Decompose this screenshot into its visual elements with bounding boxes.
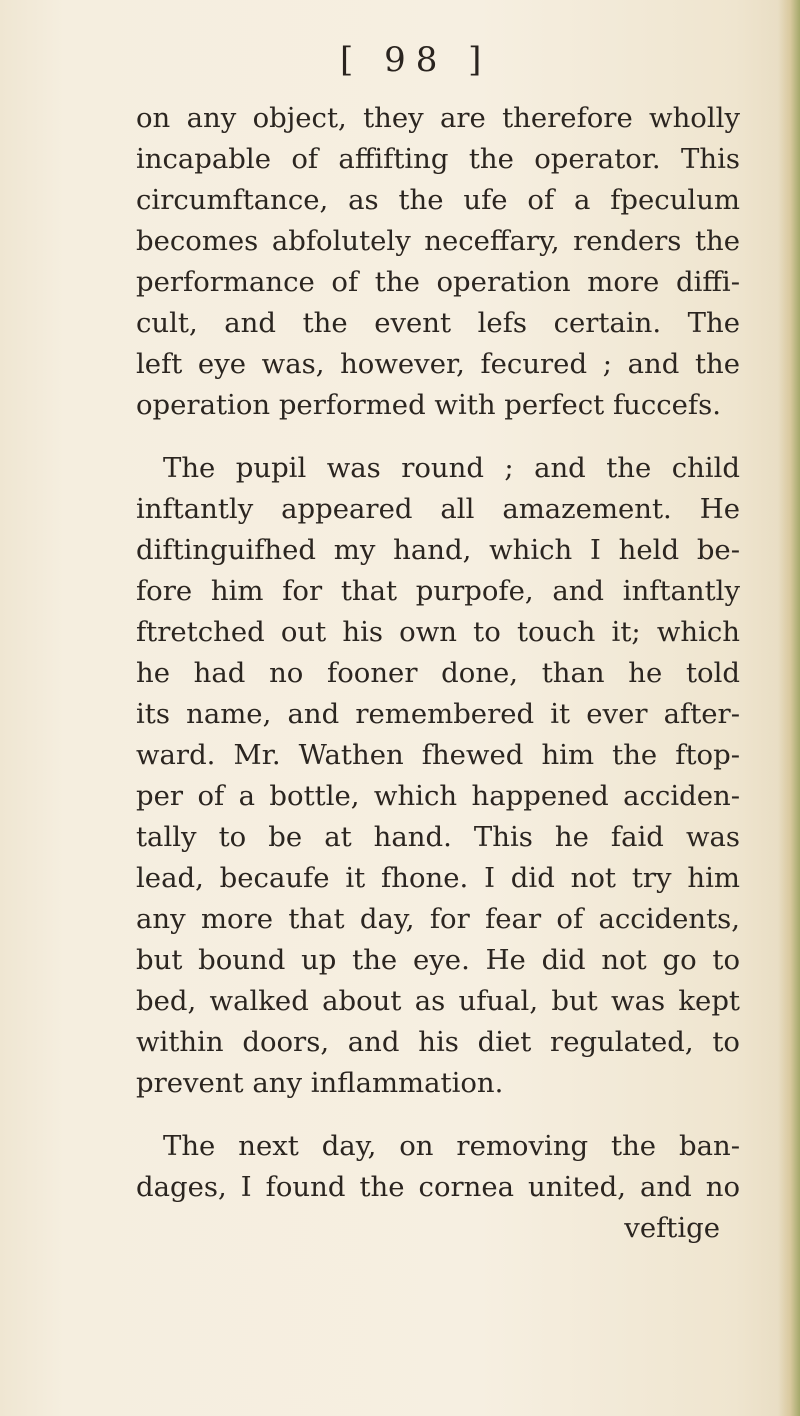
body-text — [136, 98, 740, 1249]
text-line: inftantly appeared all amazement. He — [136, 493, 740, 525]
text-line: incapable of affifting the operator. This — [136, 143, 740, 175]
text-line: its name, and remembered it ever after- — [136, 698, 740, 730]
text-line: on any object, they are therefore wholly — [136, 102, 740, 134]
text-line: becomes abfolutely neceffary, renders the — [136, 225, 740, 257]
text-line: left eye was, however, fecured ; and the — [136, 348, 740, 380]
page-number: [ 98 ] — [340, 40, 492, 80]
text-line: cult, and the event lefs certain. The — [136, 307, 740, 339]
text-line: performance of the operation more diffi- — [136, 266, 740, 298]
text-line: The next day, on removing the ban- — [163, 1130, 740, 1162]
text-line: per of a bottle, which happened acciden- — [136, 780, 740, 812]
text-line: ward. Mr. Wathen fhewed him the ftop- — [136, 739, 740, 771]
paragraph-gap — [136, 1104, 740, 1126]
text-line: diftinguifhed my hand, which I held be- — [136, 534, 740, 566]
text-line: The pupil was round ; and the child — [163, 452, 740, 484]
paragraph-2 — [136, 448, 740, 1104]
text-line: bed, walked about as ufual, but was kept — [136, 985, 740, 1017]
page-edge-shadow — [778, 0, 800, 1416]
text-line: prevent any inflammation. — [136, 1067, 504, 1099]
text-line: within doors, and his diet regulated, to — [136, 1026, 740, 1058]
text-line: tally to be at hand. This he faid was — [136, 821, 740, 853]
text-line: ftretched out his own to touch it; which — [136, 616, 740, 648]
catchword: veftige — [624, 1212, 720, 1244]
text-line: fore him for that purpofe, and inftantly — [136, 575, 740, 607]
text-line: he had no fooner done, than he told — [136, 657, 740, 689]
text-line: lead, becaufe it fhone. I did not try him — [136, 862, 740, 894]
text-line: but bound up the eye. He did not go to — [136, 944, 740, 976]
paragraph-gap — [136, 426, 740, 448]
paragraph-1 — [136, 98, 740, 426]
text-line: circumftance, as the ufe of a fpeculum — [136, 184, 740, 216]
paragraph-3 — [136, 1126, 740, 1208]
text-line: dages, I found the cornea united, and no — [136, 1171, 740, 1203]
text-line: operation performed with perfect fuccefs. — [136, 389, 721, 421]
text-line: any more that day, for fear of accidents, — [136, 903, 740, 935]
